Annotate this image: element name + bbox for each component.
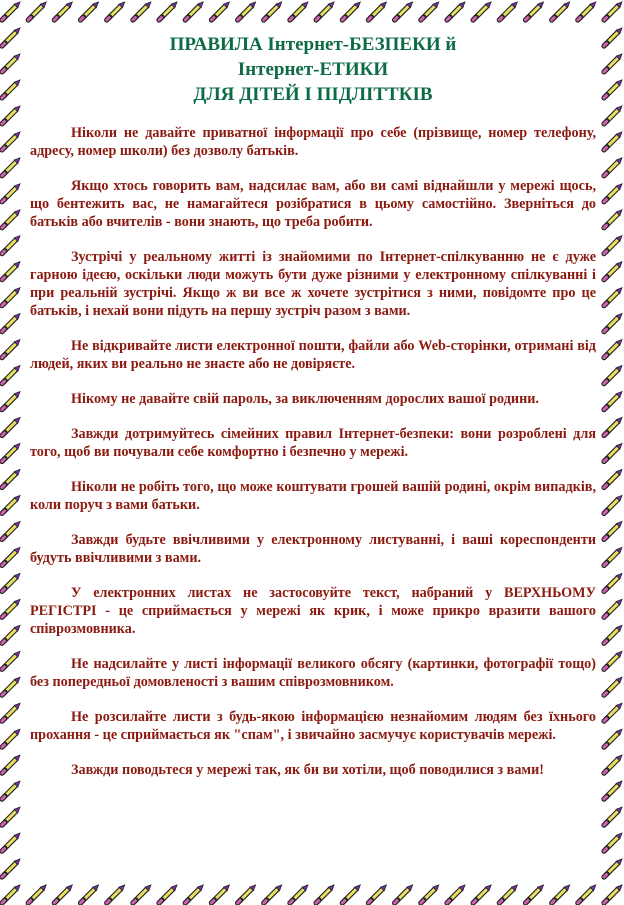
pencil-icon: [421, 2, 439, 20]
pencil-icon: [604, 340, 622, 358]
pencil-icon: [2, 236, 20, 254]
pencil-icon: [185, 885, 203, 903]
title-line-1: ПРАВИЛА Інтернет-БЕЗПЕКИ й: [169, 34, 457, 55]
pencil-icon: [81, 2, 99, 20]
pencil-icon: [107, 2, 125, 20]
pencil-icon: [604, 392, 622, 410]
rule-paragraph: Завжди поводьтеся у мережі так, як би ви хотіли, щоб поводилися з вами!: [71, 762, 544, 778]
rule-paragraph: У електронних листах не застосовуйте текст, набраний у ВЕРХНЬОМУ РЕГІСТРІ - це сприймається у мережі як крик, і може прикро вразити вашого співрозмовника.: [30, 585, 596, 637]
pencil-icon: [604, 106, 622, 124]
pencil-icon: [2, 729, 20, 747]
pencil-icon: [604, 729, 622, 747]
rule-paragraph: Не розсилайте листи з будь-якою інформацією незнайомим людям без їхнього прохання - це сприймається як "спам", і звичайно засмучує користувачів мережі.: [30, 709, 596, 743]
pencil-icon: [447, 885, 465, 903]
pencil-icon: [473, 885, 491, 903]
pencil-icon: [604, 366, 622, 384]
pencil-icon: [2, 418, 20, 436]
pencil-icon: [316, 885, 334, 903]
pencil-icon: [2, 807, 20, 825]
pencil-icon: [81, 885, 99, 903]
pencil-icon: [211, 2, 229, 20]
rule-paragraph: Якщо хтось говорить вам, надсилає вам, або ви самі віднайшли у мережі щось, що бентежить вас, не намагайтеся розібратися в цьому самостійно. Зверніться до батьків або вчителів - вони знають, що треба робити.: [30, 178, 596, 230]
pencil-icon: [2, 80, 20, 98]
pencil-icon: [604, 833, 622, 851]
pencil-icon: [2, 781, 20, 799]
pencil-icon: [2, 755, 20, 773]
pencil-icon: [604, 677, 622, 695]
pencil-icon: [604, 2, 622, 20]
pencil-icon: [2, 625, 20, 643]
pencil-icon: [2, 340, 20, 358]
pencil-icon: [604, 314, 622, 332]
pencil-icon: [316, 2, 334, 20]
pencil-icon: [290, 2, 308, 20]
rule-paragraph: Нікому не давайте свій пароль, за виключенням дорослих вашої родини.: [71, 391, 539, 407]
pencil-icon: [604, 470, 622, 488]
pencil-icon: [2, 210, 20, 228]
pencil-icon: [604, 262, 622, 280]
pencil-icon: [473, 2, 491, 20]
pencil-icon: [395, 2, 413, 20]
rule-paragraph: Ніколи не робіть того, що може коштувати грошей вашій родині, окрім випадків, коли поруч з вами батьки.: [30, 479, 596, 513]
pencil-icon: [604, 859, 622, 877]
pencil-icon: [2, 392, 20, 410]
pencil-icon: [211, 885, 229, 903]
pencil-icon: [107, 885, 125, 903]
pencil-icon: [526, 2, 544, 20]
pencil-icon: [2, 262, 20, 280]
pencil-icon: [578, 885, 596, 903]
pencil-icon: [604, 54, 622, 72]
pencil-icon: [604, 573, 622, 591]
pencil-icon: [185, 2, 203, 20]
pencil-icon: [238, 2, 256, 20]
pencil-icon: [2, 859, 20, 877]
pencil-icon: [604, 807, 622, 825]
pencil-icon: [604, 521, 622, 539]
pencil-icon: [264, 2, 282, 20]
pencil-icon: [499, 2, 517, 20]
document-content: [30, 32, 596, 796]
pencil-icon: [2, 28, 20, 46]
pencil-icon: [604, 495, 622, 513]
pencil-icon: [2, 366, 20, 384]
pencil-icon: [2, 184, 20, 202]
pencil-icon: [2, 547, 20, 565]
pencil-icon: [28, 885, 46, 903]
pencil-icon: [2, 470, 20, 488]
pencil-icon: [2, 132, 20, 150]
pencil-icon: [2, 158, 20, 176]
pencil-icon: [604, 755, 622, 773]
pencil-icon: [2, 833, 20, 851]
pencil-icon: [604, 781, 622, 799]
pencil-icon: [54, 2, 72, 20]
pencil-icon: [2, 521, 20, 539]
pencil-icon: [133, 2, 151, 20]
pencil-icon: [604, 28, 622, 46]
pencil-icon: [604, 80, 622, 98]
pencil-icon: [2, 885, 20, 903]
rule-paragraph: Завжди будьте ввічливими у електронному листуванні, і ваші кореспонденти будуть ввічливими з вами.: [30, 532, 596, 566]
pencil-icon: [604, 547, 622, 565]
page-title: [30, 32, 596, 107]
rule-paragraph: Не відкривайте листи електронної пошти, файли або Web-сторінки, отримані від людей, яких ви реально не знаєте або не довіряєте.: [30, 338, 596, 372]
pencil-icon: [2, 573, 20, 591]
pencil-icon: [2, 495, 20, 513]
title-line-3: ДЛЯ ДІТЕЙ І ПІДЛІТТКІВ: [193, 84, 433, 105]
pencil-icon: [2, 703, 20, 721]
pencil-icon: [395, 885, 413, 903]
pencil-icon: [2, 599, 20, 617]
pencil-icon: [604, 625, 622, 643]
pencil-icon: [2, 54, 20, 72]
pencil-icon: [28, 2, 46, 20]
pencil-icon: [604, 885, 622, 903]
pencil-icon: [604, 444, 622, 462]
pencil-icon: [604, 210, 622, 228]
pencil-icon: [159, 885, 177, 903]
pencil-icon: [604, 418, 622, 436]
pencil-icon: [604, 158, 622, 176]
title-line-2: Інтернет-ЕТИКИ: [237, 59, 389, 80]
pencil-icon: [342, 2, 360, 20]
pencil-icon: [2, 444, 20, 462]
pencil-icon: [264, 885, 282, 903]
pencil-icon: [578, 2, 596, 20]
pencil-icon: [2, 651, 20, 669]
pencil-icon: [604, 599, 622, 617]
pencil-icon: [552, 885, 570, 903]
pencil-icon: [159, 2, 177, 20]
pencil-icon: [526, 885, 544, 903]
pencil-icon: [604, 288, 622, 306]
pencil-icon: [447, 2, 465, 20]
rule-paragraph: Завжди дотримуйтесь сімейних правил Інтернет-безпеки: вони розроблені для того, щоб ви почували себе комфортно і безпечно у мережі.: [30, 426, 596, 460]
pencil-icon: [290, 885, 308, 903]
pencil-icon: [2, 314, 20, 332]
pencil-icon: [238, 885, 256, 903]
pencil-icon: [604, 651, 622, 669]
rule-paragraph: Ніколи не давайте приватної інформації про себе (прізвище, номер телефону, адресу, номер школи) без дозволу батьків.: [30, 125, 596, 159]
pencil-icon: [552, 2, 570, 20]
pencil-icon: [2, 677, 20, 695]
pencil-icon: [604, 132, 622, 150]
pencil-icon: [368, 885, 386, 903]
pencil-icon: [604, 236, 622, 254]
pencil-icon: [604, 703, 622, 721]
pencil-icon: [499, 885, 517, 903]
pencil-icon: [604, 184, 622, 202]
pencil-icon: [368, 2, 386, 20]
pencil-icon: [54, 885, 72, 903]
rule-paragraph: Не надсилайте у листі інформації великого обсягу (картинки, фотографії тощо) без попередньої домовленості з вашим співрозмовником.: [30, 656, 596, 690]
rule-paragraph: Зустрічі у реальному житті із знайомими по Інтернет-спілкуванню не є дуже гарною ідеєю, оскільки люди можуть бути дуже різними у електронному спілкуванні і при реальній зустрічі. Якщо ж ви все ж хочете зустрітися з ними, повідомте про це батьків, і нехай вони підуть на першу зустріч разом з вами.: [30, 249, 596, 319]
pencil-icon: [342, 885, 360, 903]
pencil-icon: [2, 2, 20, 20]
pencil-icon: [133, 885, 151, 903]
pencil-icon: [2, 106, 20, 124]
pencil-icon: [2, 288, 20, 306]
pencil-icon: [421, 885, 439, 903]
